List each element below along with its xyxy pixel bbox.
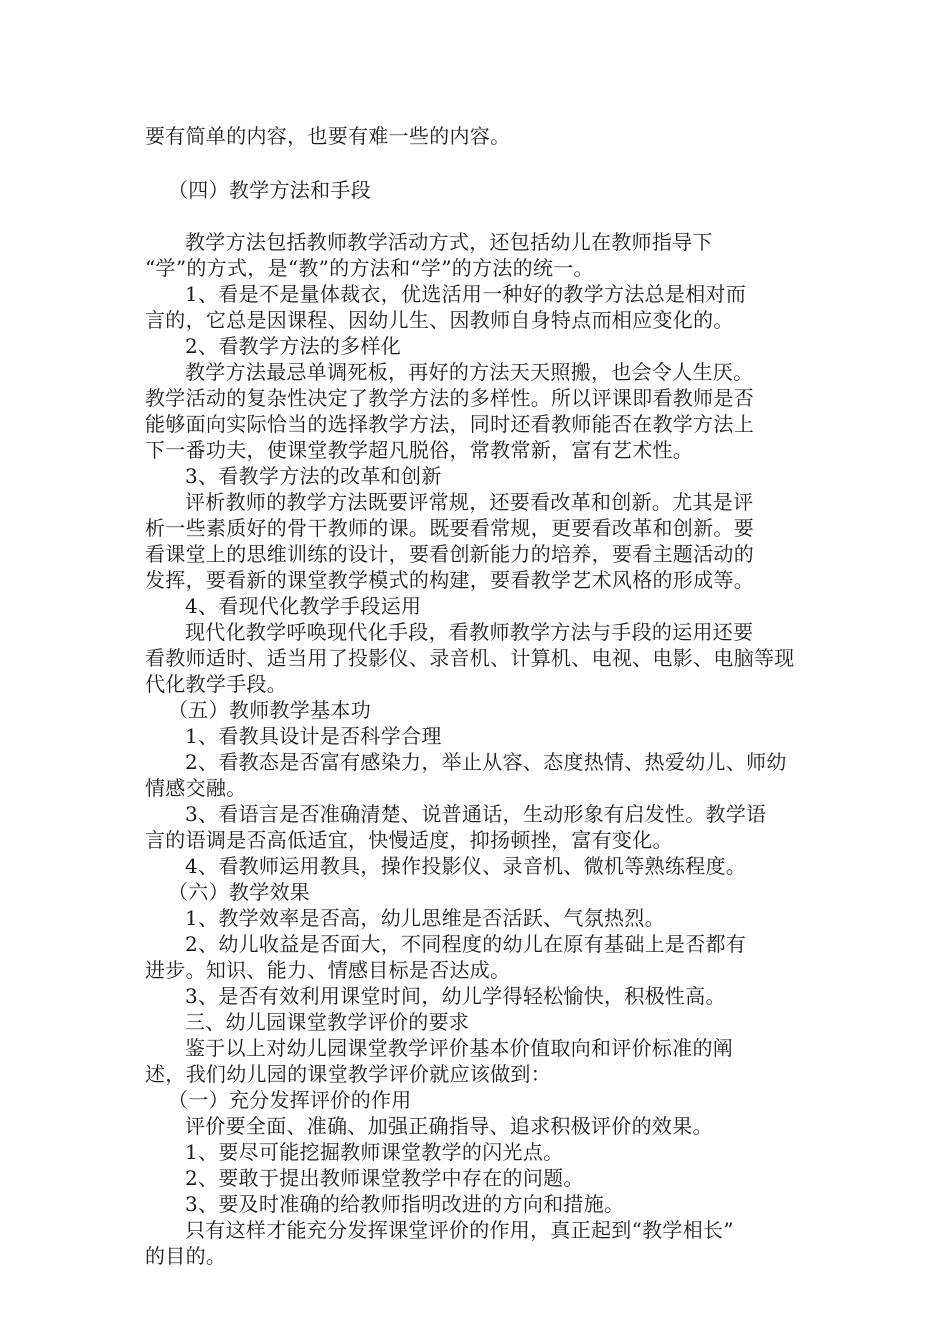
text-line: 要有简单的内容，也要有难一些的内容。 — [145, 124, 511, 148]
text-line: 1、看教具设计是否科学合理 — [185, 724, 442, 748]
text-line: 教学活动的复杂性决定了教学方法的多样性。所以评课即看教师是否 — [145, 386, 754, 410]
text-line: 能够面向实际恰当的选择教学方法，同时还看教师能否在教学方法上 — [145, 412, 754, 436]
section-heading: （四）教学方法和手段 — [168, 178, 371, 202]
section-heading: （六）教学效果 — [168, 880, 311, 904]
text-line: 进步。知识、能力、情感目标是否达成。 — [145, 958, 511, 982]
section-heading: （五）教师教学基本功 — [168, 698, 371, 722]
text-line: 言的语调是否高低适宜，快慢适度，抑扬顿挫，富有变化。 — [145, 828, 673, 852]
section-heading: （一）充分发挥评价的作用 — [168, 1088, 412, 1112]
text-line: 教学方法包括教师教学活动方式，还包括幼儿在教师指导下 — [185, 230, 713, 254]
text-line: 4、看教师运用教具，操作投影仪、录音机、微机等熟练程度。 — [185, 854, 747, 878]
text-line: 析一些素质好的骨干教师的课。既要看常规，更要看改革和创新。要 — [145, 516, 754, 540]
text-line: 3、看语言是否准确清楚、说普通话，生动形象有启发性。教学语 — [185, 802, 767, 826]
text-line: 4、看现代化教学手段运用 — [185, 594, 422, 618]
text-line: 评价要全面、准确、加强正确指导、追求积极评价的效果。 — [185, 1114, 713, 1138]
text-line: 1、看是不是量体裁衣，优选活用一种好的教学方法总是相对而 — [185, 282, 747, 306]
text-line: 下一番功夫，使课堂教学超凡脱俗，常教常新，富有艺术性。 — [145, 438, 694, 462]
text-line: 只有这样才能充分发挥课堂评价的作用，真正起到“教学相长” — [185, 1218, 734, 1242]
text-line: 看教师适时、适当用了投影仪、录音机、计算机、电视、电影、电脑等现 — [145, 646, 795, 670]
text-line: 言的，它总是因课程、因幼儿生、因教师自身特点而相应变化的。 — [145, 308, 734, 332]
text-line: 情感交融。 — [145, 776, 247, 800]
text-line: 代化教学手段。 — [145, 672, 288, 696]
text-line: 看课堂上的思维训练的设计，要看创新能力的培养，要看主题活动的 — [145, 542, 754, 566]
text-line: 3、要及时准确的给教师指明改进的方向和措施。 — [185, 1192, 625, 1216]
text-line: 2、看教学方法的多样化 — [185, 334, 402, 358]
text-line: 1、教学效率是否高，幼儿思维是否活跃、气氛热烈。 — [185, 906, 665, 930]
text-line: 2、看教态是否富有感染力，举止从容、态度热情、热爱幼儿、师幼 — [185, 750, 787, 774]
text-line: 的目的。 — [145, 1244, 227, 1268]
text-line: 现代化教学呼唤现代化手段，看教师教学方法与手段的运用还要 — [185, 620, 754, 644]
text-line: 2、幼儿收益是否面大，不同程度的幼儿在原有基础上是否都有 — [185, 932, 747, 956]
text-line: 3、看教学方法的改革和创新 — [185, 464, 442, 488]
text-line: 述，我们幼儿园的课堂教学评价就应该做到： — [145, 1062, 551, 1086]
text-line: 发挥，要看新的课堂教学模式的构建，要看教学艺术风格的形成等。 — [145, 568, 754, 592]
text-line: 2、要敢于提出教师课堂教学中存在的问题。 — [185, 1166, 584, 1190]
text-line: 教学方法最忌单调死板，再好的方法天天照搬，也会令人生厌。 — [185, 360, 754, 384]
text-line: 评析教师的教学方法既要评常规，还要看改革和创新。尤其是评 — [185, 490, 754, 514]
text-line: 1、要尽可能挖掘教师课堂教学的闪光点。 — [185, 1140, 564, 1164]
text-line: “学”的方式，是“教”的方法和“学”的方法的统一。 — [145, 256, 594, 280]
section-heading: 三、幼儿园课堂教学评价的要求 — [185, 1010, 470, 1034]
text-line: 鉴于以上对幼儿园课堂教学评价基本价值取向和评价标准的阐 — [185, 1036, 734, 1060]
text-line: 3、是否有效利用课堂时间，幼儿学得轻松愉快，积极性高。 — [185, 984, 726, 1008]
